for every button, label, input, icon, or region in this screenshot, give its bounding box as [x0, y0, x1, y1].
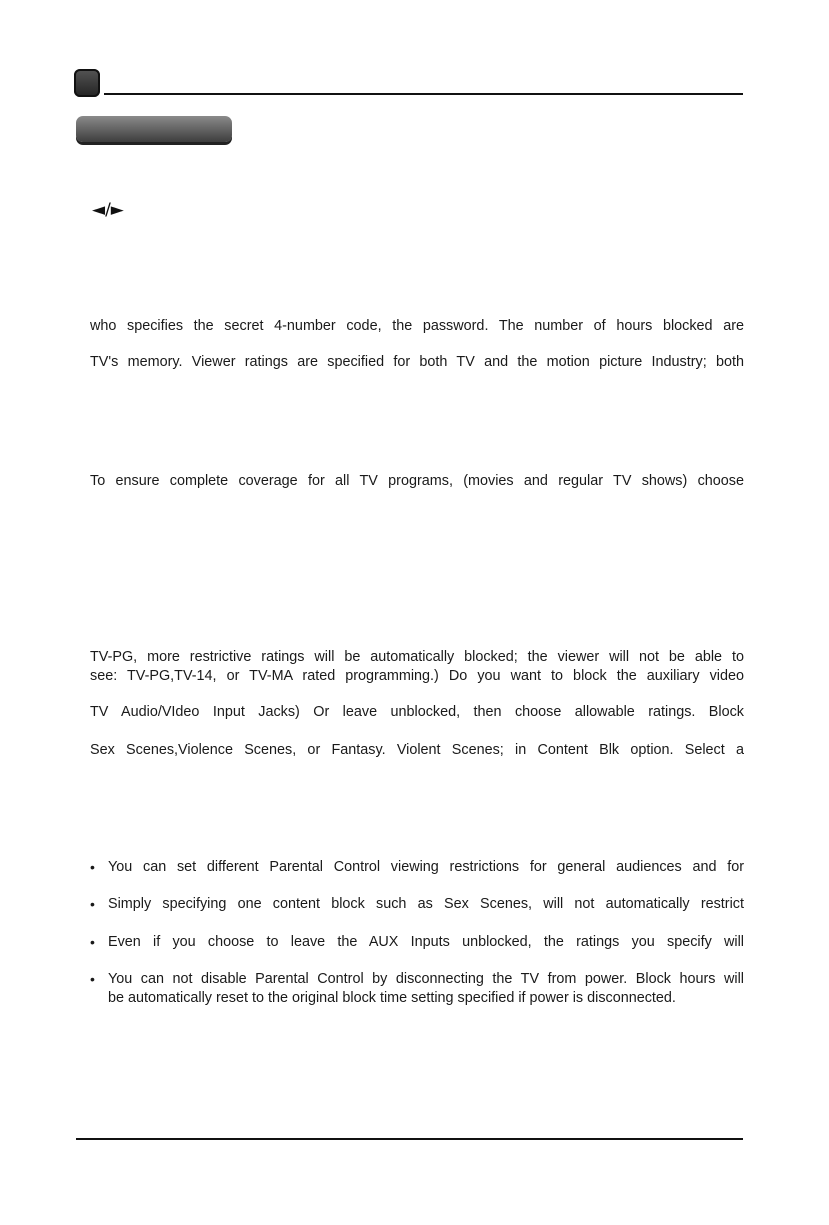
body-line: see: TV-PG,TV-14, or TV-MA rated programming.) Do you want to block the auxiliary video: [90, 668, 744, 684]
body-line: who specifies the secret 4-number code, the password. The number of hours blocked are: [90, 318, 744, 334]
bullet-icon: •: [90, 971, 95, 987]
bullet-icon: •: [90, 934, 95, 950]
body-line: TV Audio/VIdeo Input Jacks) Or leave unblocked, then choose allowable ratings. Block: [90, 704, 744, 720]
chapter-marker-icon: [74, 69, 100, 97]
note-item-continuation: be automatically reset to the original block time setting specified if power is disconnected.: [108, 990, 676, 1006]
bullet-icon: •: [90, 896, 95, 912]
note-item: Simply specifying one content block such as Sex Scenes, will not automatically restrict: [108, 896, 744, 912]
body-line: TV-PG, more restrictive ratings will be automatically blocked; the viewer will not be able to: [90, 649, 744, 665]
note-item: You can not disable Parental Control by disconnecting the TV from power. Block hours will: [108, 971, 744, 987]
section-tab: [76, 116, 232, 142]
footer-rule: [76, 1138, 743, 1140]
note-item: Even if you choose to leave the AUX Inputs unblocked, the ratings you specify will: [108, 934, 744, 950]
header-rule: [104, 93, 743, 95]
body-line: Sex Scenes,Violence Scenes, or Fantasy. Violent Scenes; in Content Blk option. Select a: [90, 742, 744, 758]
left-right-arrows-icon: ◄/►: [92, 200, 124, 220]
body-line: To ensure complete coverage for all TV programs, (movies and regular TV shows) choose: [90, 473, 744, 489]
bullet-icon: •: [90, 859, 95, 875]
body-line: TV's memory. Viewer ratings are specified for both TV and the motion picture Industry; both: [90, 354, 744, 370]
note-item: You can set different Parental Control viewing restrictions for general audiences and for: [108, 859, 744, 875]
